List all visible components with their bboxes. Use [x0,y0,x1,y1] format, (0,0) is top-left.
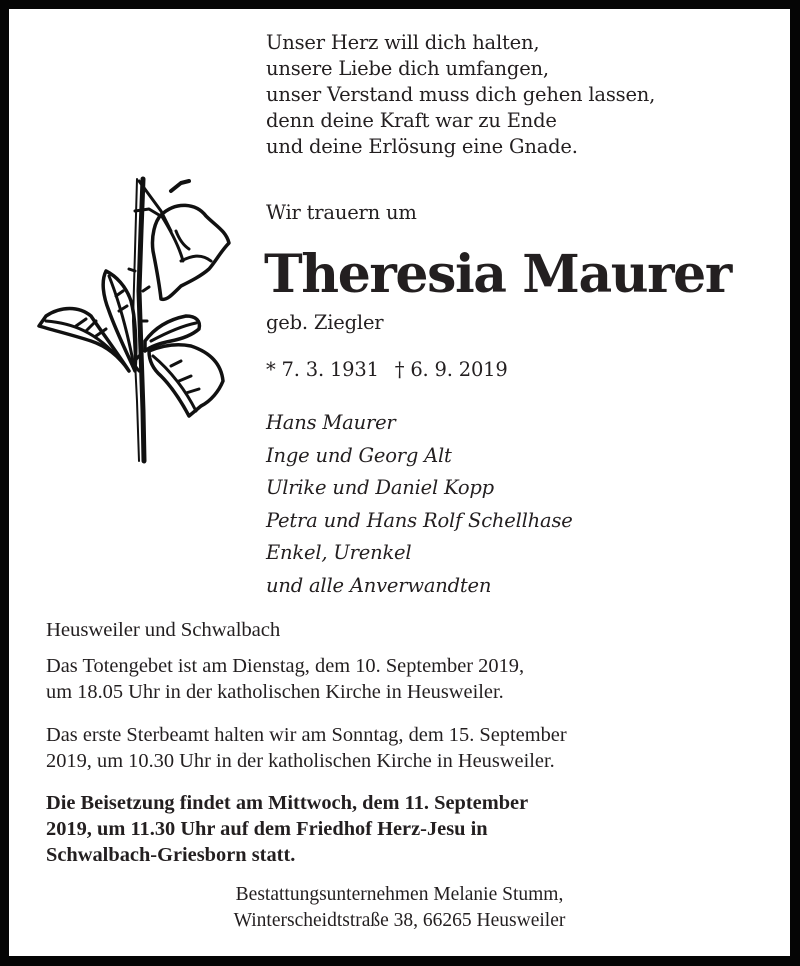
mourner-line: Hans Maurer [266,411,396,434]
text-line: Das Totengebet ist am Dienstag, dem 10. September 2019, [46,655,525,677]
mourner-line: Inge und Georg Alt [266,443,452,467]
requiem-mass-info [46,722,800,774]
obituary-notice [9,9,790,956]
mourner-line: Enkel, Urenkel [266,541,412,564]
prayer-service-info [46,653,800,705]
birth-name: geb. Ziegler [266,311,384,334]
mourning-intro: Wir trauern um [266,201,417,224]
text-line: 2019, um 10.30 Uhr in der katholischen Kirche in Heusweiler. [46,750,555,772]
text-line: Das erste Sterbeamt halten wir am Sonntag, dem 15. September [46,724,567,746]
deceased-name: Theresia Maurer [264,244,731,305]
poem-line: denn deine Kraft war zu Ende [266,109,557,132]
location-heading: Heusweiler und Schwalbach [46,619,281,641]
mourner-line: Petra und Hans Rolf Schellhase [266,508,573,532]
poem-line: Unser Herz will dich halten, [266,31,540,54]
mourner-line: Ulrike und Daniel Kopp [266,476,494,499]
poem-line: unser Verstand muss dich gehen lassen, [266,83,656,106]
text-line: Die Beisetzung findet am Mittwoch, dem 11. September [46,792,529,814]
memorial-poem [266,30,655,160]
mourner-line: und alle Anverwandten [266,573,492,597]
poem-line: und deine Erlösung eine Gnade. [266,135,578,158]
text-line: um 18.05 Uhr in der katholischen Kirche in Heusweiler. [46,681,504,703]
death-date: † 6. 9. 2019 [394,358,508,381]
wilted-rose-icon [31,171,231,471]
burial-info [46,790,800,868]
life-dates [266,357,508,383]
text-line: Schwalbach-Griesborn statt. [46,844,296,866]
poem-line: unsere Liebe dich umfangen, [266,57,549,80]
birth-date: * 7. 3. 1931 [266,358,379,381]
text-line: 2019, um 11.30 Uhr auf dem Friedhof Herz-Jesu in [46,818,488,840]
funeral-home-info [9,882,790,934]
funeral-home-address: Winterscheidtstraße 38, 66265 Heusweiler [233,910,566,931]
funeral-home-name: Bestattungsunternehmen Melanie Stumm, [235,884,564,905]
mourners-list [266,407,573,602]
